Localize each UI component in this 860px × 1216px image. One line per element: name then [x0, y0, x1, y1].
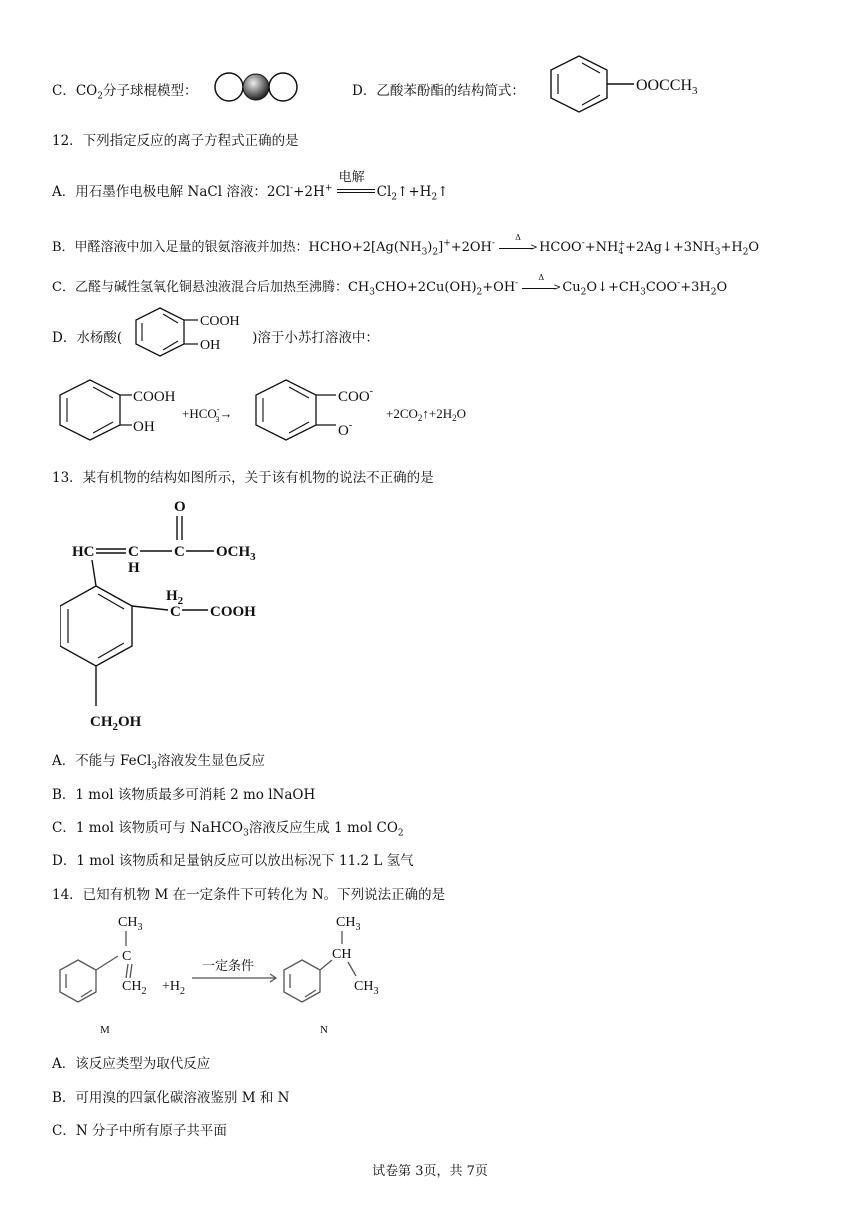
svg-text:OH: OH — [133, 419, 155, 435]
svg-text:COOH: COOH — [210, 604, 256, 620]
q12-option-c: C．乙醛与碱性氢氧化铜悬浊液混合后加热至沸腾：$CH_3CHO+2Cu(OH)_2+OH^-$ Δ > $Cu_2O↓+CH_3COO^-+3H_2O$ — [52, 272, 728, 298]
q12-option-a: A．用石墨作电极电解 NaCl 溶液：2Cl-+2H+ 电解 $Cl_2↑+H_2↑$ — [52, 169, 449, 203]
svg-text:C: C — [122, 949, 132, 964]
svg-text:一定条件: 一定条件 — [202, 958, 255, 973]
q11-option-d: D．乙酸苯酚酯的结构简式： — [352, 83, 525, 99]
svg-text:C: C — [170, 604, 181, 620]
q13-option-a: A．不能与 FeCl$_3$溶液发生显色反应 — [52, 753, 266, 772]
svg-text:CH3: $CH_3$ — [336, 915, 361, 933]
svg-text:H: H — [128, 560, 140, 576]
svg-text:C: C — [174, 544, 185, 560]
svg-text:+HCO-3→: +HCO-3→ — [182, 405, 233, 424]
svg-text:O: O — [174, 499, 186, 515]
svg-text:HC: HC — [72, 544, 95, 560]
q12-option-b: B．甲醛溶液中加入足量的银氨溶液并加热：$HCHO+2[Ag(NH_3)_2]^++2OH^-$ Δ > HCOO-+NH + 4 $+2Ag↓+3NH_3+H_2O$ — [52, 232, 760, 258]
svg-text:CH3: $CH_3$ — [354, 979, 379, 997]
q14-reaction-scheme — [52, 904, 392, 1038]
svg-text:CH2: $CH_2$ — [122, 979, 147, 997]
svg-text:OH: OH — [200, 338, 221, 353]
phenyl-acetate-structure — [544, 52, 724, 116]
svg-text:COO-: COO- — [338, 386, 374, 405]
salicylic-acid-inline — [128, 304, 260, 360]
q13-option-b: B．1 mol 该物质最多可消耗 2 mo lNaOH — [52, 787, 316, 803]
q13-option-d: D．1 mol 该物质和足量钠反应可以放出标况下 11.2 L 氢气 — [52, 853, 414, 869]
salicylic-acid-equation — [50, 374, 490, 446]
heat-arrow: Δ > — [499, 242, 539, 254]
svg-text:N: N — [320, 1024, 328, 1036]
svg-text:OOCCH3: $OOCCH_3$ — [636, 77, 698, 97]
q12-stem: 12．下列指定反应的离子方程式正确的是 — [52, 133, 299, 149]
q14-option-c: C．N 分子中所有原子共平面 — [52, 1123, 227, 1139]
svg-text:CH3: $CH_3$ — [118, 915, 143, 933]
electrolysis-arrow: 电解 — [337, 186, 377, 200]
svg-text:+H2: $+H_2$ — [162, 979, 186, 997]
q11-option-c: C．$CO_2$分子球棍模型： — [52, 83, 198, 102]
q14-option-a: A．该反应类型为取代反应 — [52, 1056, 211, 1072]
q13-option-c: C．1 mol 该物质可与 NaHCO$_3$溶液反应生成 1 mol $CO_2$ — [52, 820, 404, 839]
svg-text:OCH3: $OCH_3$ — [216, 544, 256, 563]
svg-text:COOH: COOH — [200, 314, 240, 329]
co2-ball-stick-model — [212, 70, 300, 104]
svg-text:CH: CH — [332, 947, 352, 962]
salicylic-acid-reactant — [60, 380, 176, 440]
q14-stem: 14．已知有机物 M 在一定条件下可转化为 N。下列说法正确的是 — [52, 887, 446, 903]
svg-text:H2: $H_2$ — [166, 588, 184, 607]
svg-text:C: C — [128, 544, 139, 560]
svg-text:+2CO2↑+2H2O: $+2CO_2↑+2H_2O$ — [386, 406, 467, 423]
q13-stem: 13．某有机物的结构如图所示，关于该有机物的说法不正确的是 — [52, 470, 434, 486]
salicylate-product — [256, 380, 373, 440]
q14-option-b: B．可用溴的四氯化碳溶液鉴别 M 和 N — [52, 1090, 290, 1106]
svg-text:COOH: COOH — [133, 389, 176, 405]
page-footer: 试卷第 3页，共 7页 — [372, 1164, 488, 1179]
q13-structure — [60, 494, 290, 740]
svg-text:CH2OH: $CH_2OH$ — [90, 714, 142, 733]
svg-text:M: M — [100, 1024, 110, 1036]
svg-text:O-: O- — [338, 420, 353, 439]
heat-arrow-2: Δ > — [522, 282, 562, 294]
q12-option-d: D．水杨酸( )溶于小苏打溶液中： — [52, 330, 379, 346]
